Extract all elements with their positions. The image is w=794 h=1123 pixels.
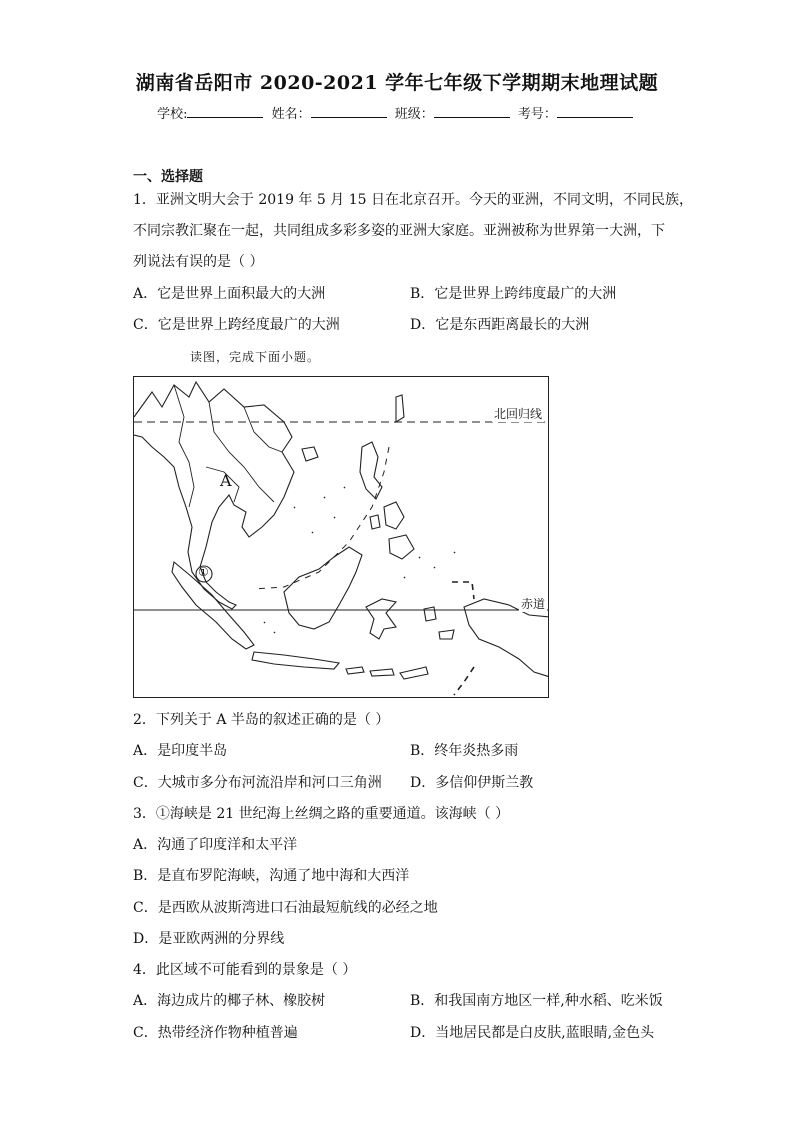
sumatra-outline [172, 562, 254, 649]
q1-option-c: C．它是世界上跨经度最广的大洲 [133, 317, 340, 333]
borneo-outline [284, 547, 362, 629]
mainland-outline [134, 382, 294, 609]
class-blank [434, 105, 510, 118]
q2-stem: 2．下列关于 A 半岛的叙述正确的是（ ） [133, 712, 390, 728]
exam-number-label: 考号： [517, 107, 557, 122]
q3-option-a: A．沟通了印度洋和太平洋 [133, 837, 298, 853]
q1-option-d: D．它是东西距离最长的大洲 [410, 317, 590, 333]
student-info-line [0, 103, 794, 122]
q4-stem: 4．此区域不可能看到的景象是（ ） [133, 962, 357, 978]
class-label: 班级： [394, 107, 434, 122]
region-a-label: A [220, 471, 232, 490]
q4-option-b: B．和我国南方地区一样,种水稻、吃米饭 [410, 993, 663, 1009]
strait-label: ① [198, 565, 209, 579]
school-label: 学校: [157, 107, 188, 122]
q3-option-d: D．是亚欧两洲的分界线 [133, 931, 285, 947]
section-heading: 一、选择题 [133, 169, 203, 185]
q4-option-a: A．海边成片的椰子林、橡胶树 [133, 993, 326, 1009]
equator-label: 赤道 [521, 597, 546, 611]
q4-option-c: C．热带经济作物种植普遍 [133, 1025, 298, 1041]
q1-option-b: B．它是世界上跨纬度最广的大洲 [410, 286, 617, 302]
tropic-of-cancer-label: 北回归线 [494, 407, 543, 421]
q1-stem-line3: 列说法有误的是（ ） [133, 254, 264, 270]
q2-option-d: D．多信仰伊斯兰教 [410, 775, 534, 791]
q3-option-c: C．是西欧从波斯湾进口石油最短航线的必经之地 [133, 900, 438, 916]
q2-option-b: B．终年炎热多雨 [410, 743, 519, 759]
name-label: 姓名： [271, 107, 311, 122]
q3-option-b: B．是直布罗陀海峡，沟通了地中海和大西洋 [133, 868, 410, 884]
map-drawing [134, 377, 549, 698]
q2-option-a: A．是印度半岛 [133, 743, 228, 759]
page-title: 湖南省岳阳市 2020-2021 学年七年级下学期期末地理试题 [135, 72, 659, 94]
map-caption: 读图，完成下面小题。 [190, 350, 321, 364]
q1-option-a: A．它是世界上面积最大的大洲 [133, 286, 326, 302]
name-blank [311, 105, 387, 118]
q2-option-c: C．大城市多分布河流沿岸和河口三角洲 [133, 775, 382, 791]
school-blank [187, 105, 263, 118]
exam-number-blank [557, 105, 633, 118]
q3-stem: 3．①海峡是 21 世纪海上丝绸之路的重要通道。该海峡（ ） [133, 806, 510, 822]
q1-stem-line2: 不同宗教汇聚在一起，共同组成多彩多姿的亚洲大家庭。亚洲被称为世界第一大洲，下 [133, 223, 665, 239]
southeast-asia-map [133, 376, 549, 698]
q4-option-d: D．当地居民都是白皮肤,蓝眼睛,金色头 [410, 1025, 655, 1041]
q1-stem-line1: 1．亚洲文明大会于 2019 年 5 月 15 日在北京召开。今天的亚洲，不同文明，不同民族， [133, 192, 693, 208]
